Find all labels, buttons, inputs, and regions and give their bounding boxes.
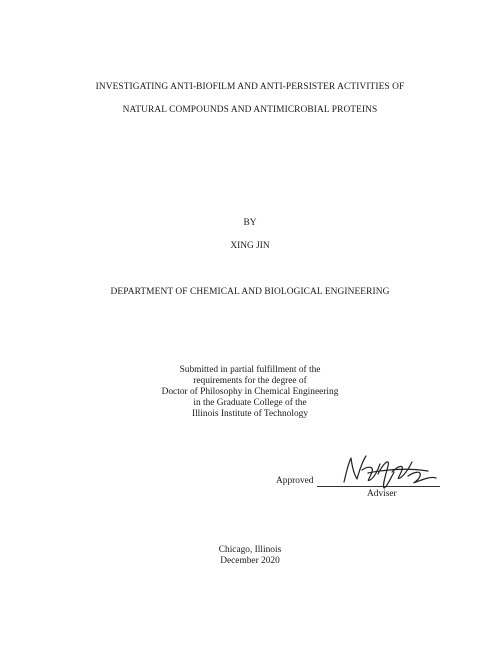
- department-name: DEPARTMENT OF CHEMICAL AND BIOLOGICAL ENGINEERING: [110, 287, 390, 297]
- submission-line-5: Illinois Institute of Technology: [191, 409, 309, 419]
- by-label: BY: [243, 218, 257, 228]
- submission-line-2: requirements for the degree of: [193, 376, 307, 386]
- adviser-label: Adviser: [367, 489, 397, 499]
- submission-line-1: Submitted in partial fulfillment of the: [179, 365, 321, 375]
- author-name: XING JIN: [230, 241, 270, 251]
- submission-line-3: Doctor of Philosophy in Chemical Engineering: [161, 387, 339, 397]
- handwritten-signature: [338, 452, 438, 490]
- approved-label: Approved: [276, 476, 314, 486]
- thesis-title-line-2: NATURAL COMPOUNDS AND ANTIMICROBIAL PROTEINS: [122, 105, 378, 115]
- thesis-title-line-1: INVESTIGATING ANTI-BIOFILM AND ANTI-PERSISTER ACTIVITIES OF: [95, 82, 405, 92]
- place: Chicago, Illinois: [218, 545, 282, 555]
- submission-line-4: in the Graduate College of the: [193, 398, 307, 408]
- date: December 2020: [220, 556, 280, 566]
